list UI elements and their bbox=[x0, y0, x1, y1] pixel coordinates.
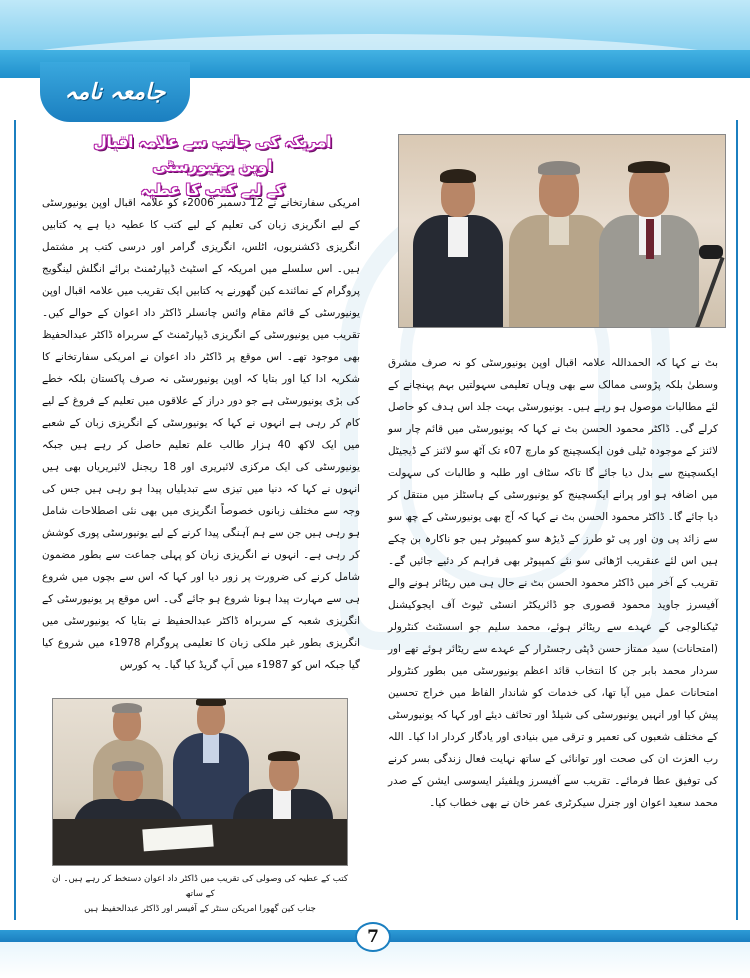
photo-caption bbox=[50, 872, 350, 917]
headline-line-2: کے لیے کتب کا عطیہ bbox=[140, 181, 285, 199]
event-photo-top bbox=[398, 134, 726, 328]
page-number: 7 bbox=[355, 922, 391, 952]
right-rule bbox=[736, 120, 738, 920]
caption-line-2: جناب کین گھورا امریکن سنٹر کے آفیسر اور ڈاکٹر عبدالحفیظ ہیں bbox=[84, 904, 316, 914]
section-title: جامعہ نامہ bbox=[64, 79, 166, 105]
caption-line-1: کتب کے عطیہ کی وصولی کی تقریب میں ڈاکٹر داد اعوان دستخط کر رہے ہیں۔ ان کے ساتھ bbox=[52, 874, 348, 899]
microphone-icon bbox=[699, 245, 723, 259]
article-column-right: بٹ نے کہا کہ الحمداللہ علامہ اقبال اوپن یونیورسٹی کو نہ صرف مشرق وسطیٰ بلکہ پڑوسی ممالک سے بھی وہاں تعلیمی سہولتیں بہم پہنچانے کے لئے مطالبات موصول ہو رہے ہیں۔ یونیورسٹی بہت جلد اس ہدف کو حاصل کرلے گی۔ ڈاکٹر محمود الحسن بٹ نے کہا کہ یونیورسٹی میں قائم چار سو لائنز کے موجودہ ٹیلی فون ایکسچینج کو مارچ 07ء تک آٹھ سو لائنز کے ڈیجیٹل ایکسچینج سے بدل دیا جائے گا تاکہ سٹاف اور طلبہ و طالبات کی سہولت میں اضافہ ہو اور پرانے ایکسچینج کو یونیورسٹی کے ہاسٹلز میں منتقل کر دیا جائے گا۔ ڈاکٹر محمود الحسن بٹ نے کہا کہ آج بھی یونیورسٹی کے چھ سو سے زائد پی ون اور پی ٹو طرز کے ڈیڑھ سو کمپیوٹر ہیں جو ناکارہ بن چکے ہیں اس لئے عنقریب اڑھائی سو نئے کمپیوٹر بھی فراہم کر دئیے جائیں گے۔ تقریب کے آخر میں ڈاکٹر محمود الحسن بٹ نے حال ہی میں ریٹائر ہونے والے آفیسرز جاوید محمود قصوری جو ڈائریکٹر انسٹی ٹیوٹ آف ایجوکیشنل ٹیکنالوجی کے عہدے سے ریٹائر ہوئے، محمد سلیم جو اسسٹنٹ کنٹرولر (امتحانات) سید ممتاز حسن ڈپٹی رجسٹرار کے عہدے سے ریٹائر ہوئے تھے اور سردار محمد بابر جن کا انتخاب قائد اعظم یونیورسٹی میں بطور کنٹرولر امتحانات عمل میں آیا تھا، کی خدمات کو شاندار الفاظ میں خراج تحسین پیش کیا اور انہیں یونیورسٹی کی شیلڈ اور تحائف دیئے اور کہا کہ یونیورسٹی کے مختلف شعبوں کی تعمیر و ترقی میں بنیادی اور یادگار کردار ادا کیا۔ اللہ رب العزت ان کی صحت اور توانائی کے ساتھ نہایت فعال زندگی بسر کرنے کی توفیق عطا فرمائے۔ تقریب سے آفیسرز ویلفیئر ایسوسی ایشن کے صدر محمد سعید اعوان اور جنرل سیکرٹری عمر خان نے بھی خطاب کیا۔ bbox=[388, 357, 718, 809]
section-title-tab bbox=[40, 62, 190, 122]
left-rule bbox=[14, 120, 16, 920]
event-photo-bottom bbox=[52, 698, 348, 866]
article-column-left: امریکی سفارتخانے نے 12 دسمبر 2006ء کو علامہ اقبال اوپن یونیورسٹی کے لیے انگریزی زبان کی تعلیم کے لیے کتب کا عطیہ دیا ہے یہ کتابیں انگریزی ڈکشنریوں، اٹلس، انگریزی گرامر اور درسی کتب پر مشتمل ہیں۔ اس سلسلے میں امریکہ کے اسٹیٹ ڈیپارٹمنٹ برائے انگلش لینگویج پروگرام کے نمائندے کین گھورنے یہ کتابیں ایک تقریب میں علامہ اقبال اوپن یونیورسٹی کے قائم مقام وائس چانسلر ڈاکٹر داد اعوان کے حوالے کیں۔ تقریب میں یونیورسٹی کے انگریزی ڈیپارٹمنٹ کے سربراہ ڈاکٹر عبدالحفیظ بھی موجود تھے۔ اس موقع پر ڈاکٹر داد اعوان نے امریکی سفارتخانے کا شکریہ ادا کیا اور بتایا کہ اوپن یونیورسٹی نہ صرف پاکستان بلکہ خطے کی بڑی یونیورسٹی ہے جو دور دراز کے علاقوں میں تعلیم کے فروغ کے لیے کام کر رہی ہے انہوں نے کہا کہ یونیورسٹی کے انگریزی زبان کے شعبے میں ایک لاکھ 40 ہزار طالب علم تعلیم حاصل کر رہے ہیں جبکہ یونیورسٹی کی ایک مرکزی لائبریری اور 18 ریجنل لائبریریاں بھی ہیں انہوں نے کہا کہ دنیا میں تیزی سے تبدیلیاں پیدا ہو رہی ہیں جس کی وجہ سے مختلف زبانوں خصوصاً انگریزی میں بھی نئی اصطلاحات شامل ہو رہی ہیں جن سے ہم آہنگی پیدا کرنے کے لیے یونیورسٹی پوری کوشش کر رہی ہے۔ انہوں نے انگریزی زبان کو پہلی جماعت سے بطور مضمون شامل کرنے کی ضرورت پر زور دیا اور کہا کہ اس سے بچوں میں شروع ہی سے مہارت پیدا ہونا شروع ہو جائے گی۔ اس موقع پر یونیورسٹی کے انگریزی شعبہ کے سربراہ ڈاکٹر عبدالحفیظ نے بتایا کہ یونیورسٹی میں انگریزی بطور غیر ملکی زبان کا تعلیمی پروگرام 1978ء میں شروع کیا گیا جبکہ اس کو 1987ء میں اَپ گریڈ کیا گیا۔ یہ کورس bbox=[42, 197, 360, 671]
headline-line-1: امریکہ کی جانب سے علامہ اقبال اوپن یونیورسٹی bbox=[93, 133, 332, 175]
